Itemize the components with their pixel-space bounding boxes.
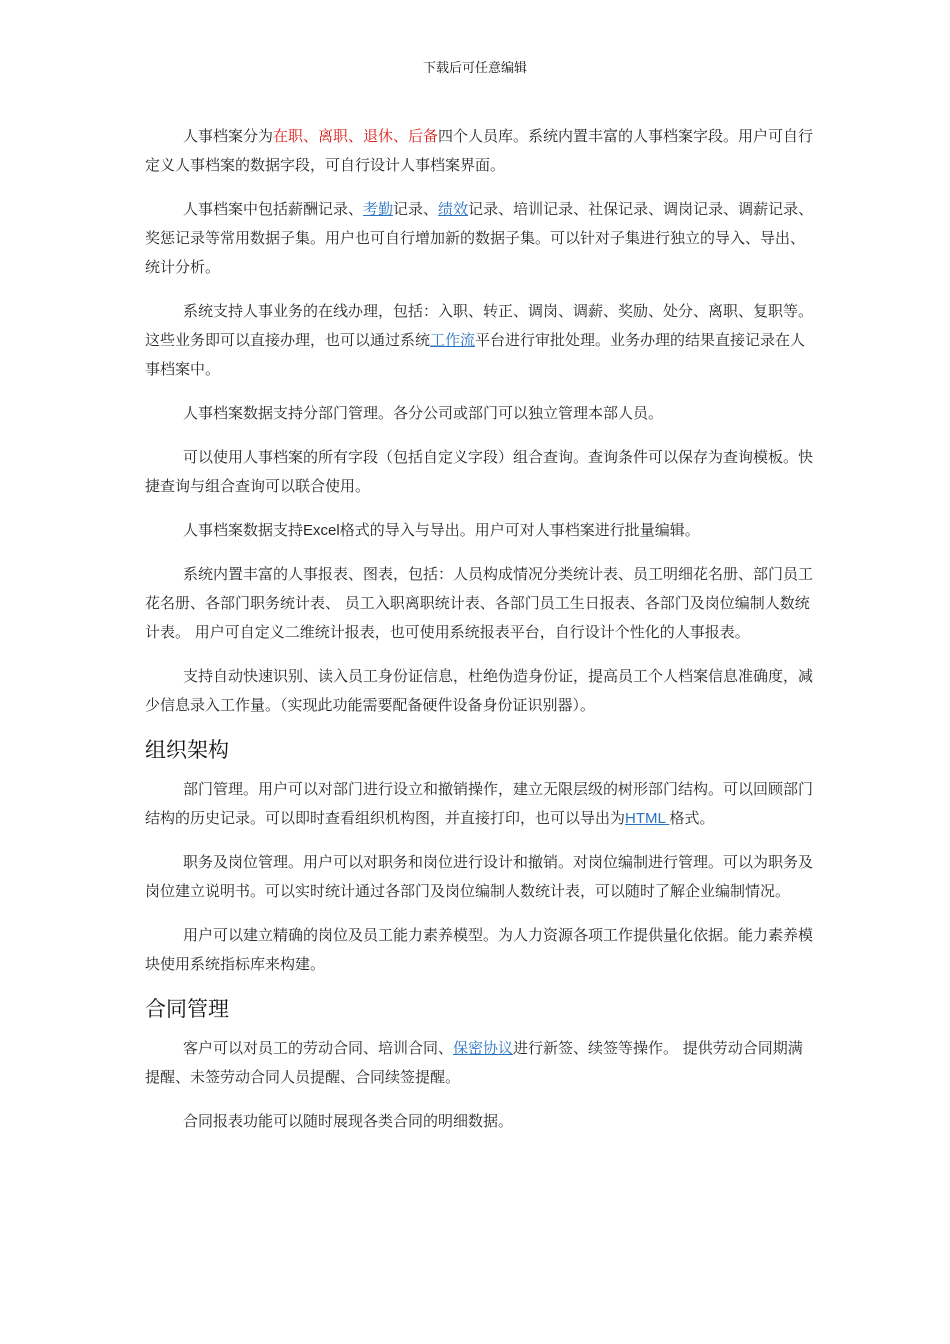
link-workflow[interactable]: 工作流 [430,331,476,349]
text-span: 格式。 [669,809,715,827]
paragraph-competency-model: 用户可以建立精确的岗位及员工能力素养模型。为人力资源各项工作提供量化依据。能力素养模块使用系统指标库来构建。 [145,926,814,973]
document-body [145,122,815,1151]
paragraph-department-management: 人事档案数据支持分部门管理。各分公司或部门可以独立管理本部人员。 [183,404,664,422]
text-span: 部门管理。用户可以对部门进行设立和撤销操作，建立无限层级的树形部门结构。可以回顾部门结构的历史记录。可以即时查看组织机构图，并直接打印，也可以导出为 [145,780,814,827]
text-span: 记录、培训记录、社保记录、调岗记录、调薪记录、奖惩记录等常用数据子集。用户也可自行增加新的数据子集。可以针对子集进行独立的导入、导出、统计分析。 [145,200,814,276]
paragraph-data-subsets [145,195,815,282]
paragraph-contract-operations [145,1034,815,1092]
page-header: 下载后可任意编辑 [422,61,527,76]
paragraph-online-business [145,297,815,384]
paragraph-dept-structure [145,775,815,833]
section-heading-org: 组织架构 [145,738,229,762]
text-span: 人事档案中包括薪酬记录、 [183,200,364,218]
text-span: 人事档案分为 [183,127,274,145]
link-confidentiality-agreement[interactable]: 保密协议 [453,1039,514,1057]
text-span: 系统支持人事业务的在线办理，包括：入职、转正、调岗、调薪、奖励、处分、离职、复职等。这些业务即可以直接办理，也可以通过系统 [145,302,814,349]
link-performance[interactable]: 绩效 [438,200,469,218]
text-span: 四个人员库。系统内置丰富的人事档案字段。用户可自行定义人事档案的数据字段，可自行设计人事档案界面。 [145,127,814,174]
paragraph-excel-import [145,516,815,545]
text-span: 人事档案数据支持 [183,521,304,539]
paragraph-position-management: 职务及岗位管理。用户可以对职务和岗位进行设计和撤销。对岗位编制进行管理。可以为职务及岗位建立说明书。可以实时统计通过各部门及岗位编制人数统计表，可以随时了解企业编制情况。 [145,853,814,900]
text-span: 格式的导入与导出。用户可对人事档案进行批量编辑。 [339,521,700,539]
paragraph-combined-query: 可以使用人事档案的所有字段（包括自定义字段）组合查询。查询条件可以保存为查询模板。快捷查询与组合查询可以联合使用。 [145,448,814,495]
link-html[interactable]: HTML [625,810,670,827]
paragraph-contract-reports: 合同报表功能可以随时展现各类合同的明细数据。 [183,1112,514,1130]
text-span: Excel [303,522,340,539]
text-span: 客户可以对员工的劳动合同、培训合同、 [183,1039,454,1057]
highlighted-text: 在职、离职、退休、后备 [273,127,439,145]
section-heading-contract: 合同管理 [145,997,229,1021]
paragraph-reports: 系统内置丰富的人事报表、图表，包括：人员构成情况分类统计表、员工明细花名册、部门员工花名册、各部门职务统计表、 员工入职离职统计表、各部门员工生日报表、各部门及岗位编制人数统计表。 用户可自定义二维统计报表，也可使用系统报表平台，自行设计个性化的人事报表。 [145,565,814,641]
paragraph-id-card: 支持自动快速识别、读入员工身份证信息，杜绝伪造身份证，提高员工个人档案信息准确度，减少信息录入工作量。（实现此功能需要配备硬件设备身份证识别器）。 [145,667,814,714]
paragraph-personnel-libraries [145,122,815,180]
text-span: 平台进行审批处理。业务办理的结果直接记录在人事档案中。 [145,331,806,378]
text-span: 记录、 [393,200,439,218]
text-span: 进行新签、续签等操作。 提供劳动合同期满提醒、未签劳动合同人员提醒、合同续签提醒。 [145,1039,803,1086]
link-attendance[interactable]: 考勤 [363,200,394,218]
